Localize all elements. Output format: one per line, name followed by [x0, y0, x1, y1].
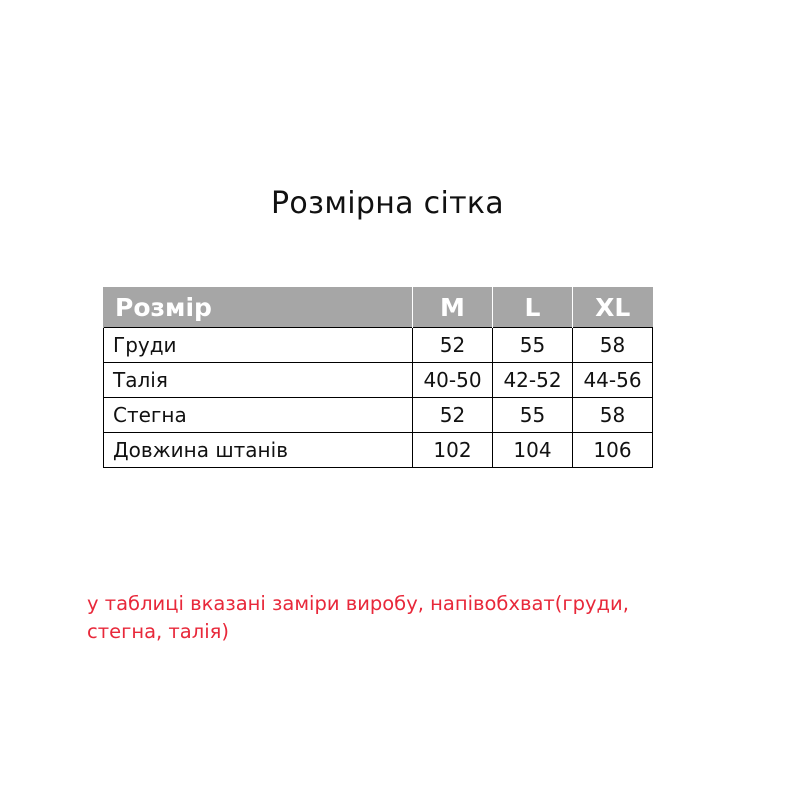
cell-value: 44-56: [573, 363, 653, 398]
row-label-waist: Талія: [104, 363, 413, 398]
header-size-l: L: [493, 287, 573, 328]
table-row: [104, 328, 653, 363]
cell-value: 58: [573, 398, 653, 433]
cell-value: 52: [413, 328, 493, 363]
cell-value: 104: [493, 433, 573, 468]
table-row: [104, 398, 653, 433]
row-label-chest: Груди: [104, 328, 413, 363]
header-size-label: Розмір: [104, 287, 413, 328]
table-row: [104, 363, 653, 398]
size-chart-table: [103, 287, 653, 468]
cell-value: 55: [493, 398, 573, 433]
cell-value: 40-50: [413, 363, 493, 398]
row-label-pants-length: Довжина штанів: [104, 433, 413, 468]
table-row: [104, 433, 653, 468]
row-label-hips: Стегна: [104, 398, 413, 433]
table-header-row: [104, 287, 653, 328]
header-size-xl: XL: [573, 287, 653, 328]
cell-value: 52: [413, 398, 493, 433]
cell-value: 55: [493, 328, 573, 363]
cell-value: 58: [573, 328, 653, 363]
measurement-note: у таблиці вказані заміри виробу, напівобхват(груди, стегна, талія): [87, 592, 629, 643]
cell-value: 42-52: [493, 363, 573, 398]
page-title: Розмірна сітка: [271, 186, 504, 221]
cell-value: 102: [413, 433, 493, 468]
header-size-m: M: [413, 287, 493, 328]
cell-value: 106: [573, 433, 653, 468]
